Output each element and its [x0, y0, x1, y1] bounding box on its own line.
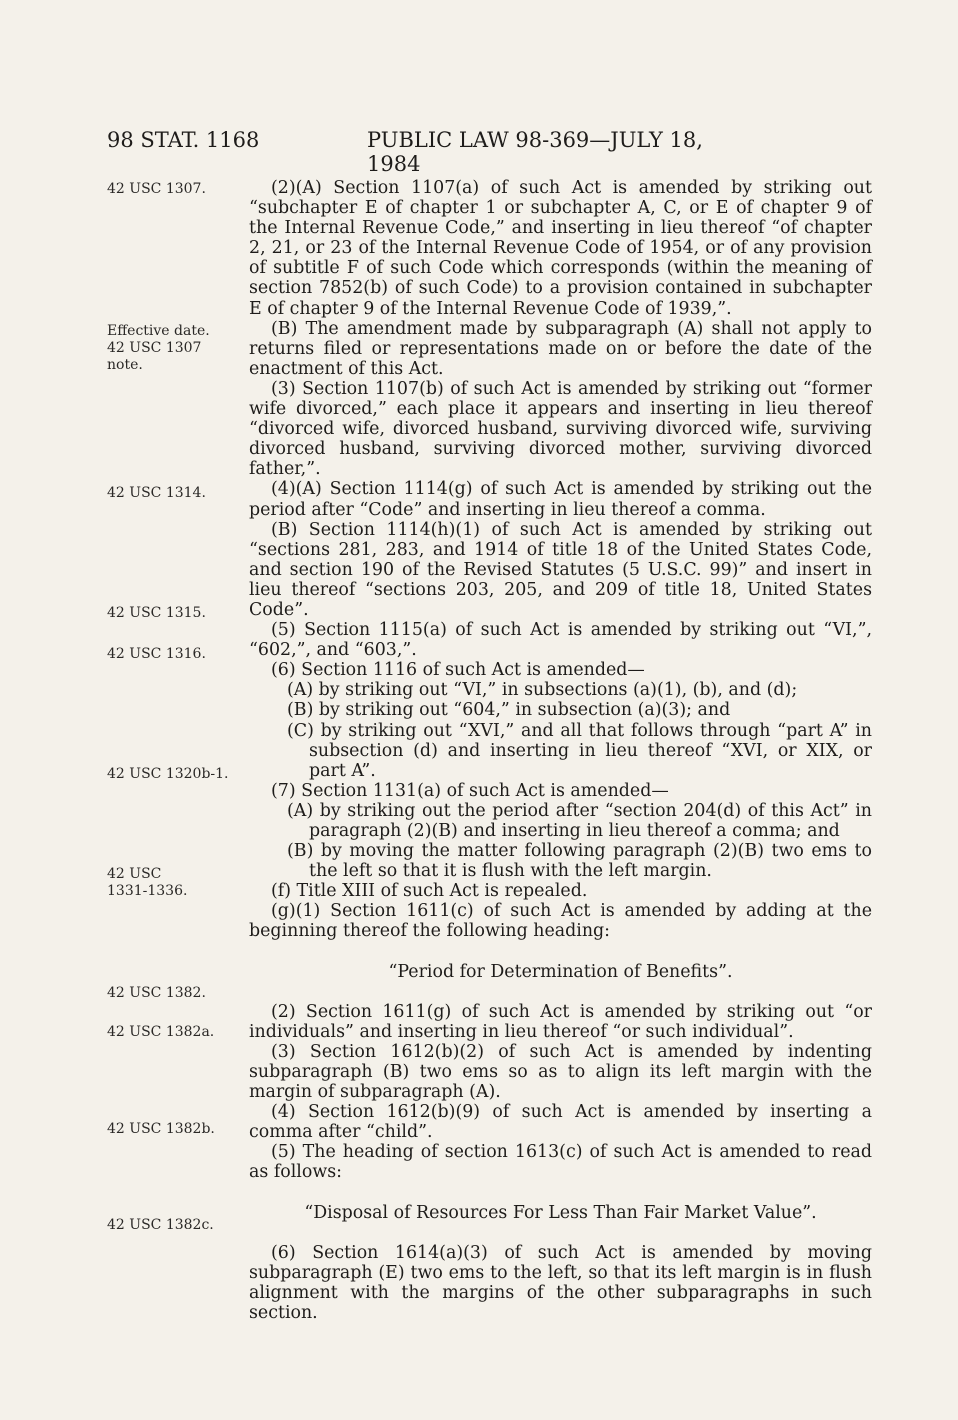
margin-note-line: 42 USC 1320b-1. — [107, 766, 229, 782]
subparagraph: (C) by striking out “XVI,” and all that follows through “part A” in subsection (d) and inserting in lieu thereof “XVI, or XIX, or part A”. — [287, 720, 872, 781]
statute-text — [249, 178, 872, 1323]
margin-note-line: 42 USC 1382a. — [107, 1024, 215, 1040]
paragraph: (5) Section 1115(a) of such Act is amended by striking out “VI,”, “602,”, and “603,”. — [249, 620, 872, 661]
paragraph: (4) Section 1612(b)(9) of such Act is amended by inserting a comma after “child”. — [249, 1102, 872, 1143]
margin-note — [107, 646, 237, 663]
paragraph: (2) Section 1611(g) of such Act is amended by striking out “or individuals” and inserting in lieu thereof “or such individual”. — [249, 1001, 872, 1042]
stat-page-number: 98 STAT. 1168 — [107, 128, 260, 152]
margin-note — [107, 485, 237, 502]
law-title: PUBLIC LAW 98-369—JULY 18, 1984 — [367, 128, 703, 176]
paragraph: (f) Title XIII of such Act is repealed. — [271, 881, 588, 902]
margin-note-line: 42 USC 1307. — [107, 181, 206, 197]
margin-note-line: 1331-1336. — [107, 883, 188, 899]
margin-note-line: 42 USC 1382. — [107, 985, 206, 1001]
section-heading: “Period for Determination of Benefits”. — [388, 961, 733, 982]
paragraph: (3) Section 1612(b)(2) of such Act is amended by indenting subparagraph (B) two ems so as to align its left margin with the margin of subparagraph (A). — [249, 1041, 872, 1103]
margin-note — [107, 1024, 237, 1041]
subparagraph: (A) by striking out “VI,” in subsections (a)(1), (b), and (d); — [287, 680, 798, 701]
paragraph: (6) Section 1116 of such Act is amended— — [271, 660, 645, 681]
margin-note-line: note. — [107, 357, 143, 373]
margin-note-line: 42 USC 1307 — [107, 340, 202, 356]
paragraph: (4)(A) Section 1114(g) of such Act is amended by striking out the period after “Code” and inserting in lieu thereof a comma. — [249, 479, 872, 520]
margin-note — [107, 181, 237, 198]
margin-note-line: 42 USC — [107, 866, 162, 882]
paragraph: (2)(A) Section 1107(a) of such Act is amended by striking out “subchapter E of chapter 1 or subchapter A, C, or E of chapter 9 of the Internal Revenue Code,” and inserting in lieu thereof “of chapter 2, 21, or 23 of the Internal Revenue Code of 1954, or of any provision of subtitle F of such Code which corresponds (within the meaning of section 7852(b) of such Code) to a provision contained in subchapter E of chapter 9 of the Internal Revenue Code of 1939,”. — [249, 178, 872, 319]
page-header — [107, 128, 757, 176]
margin-note — [107, 866, 237, 900]
paragraph: (7) Section 1131(a) of such Act is amended— — [271, 780, 669, 801]
paragraph: (g)(1) Section 1611(c) of such Act is amended by adding at the beginning thereof the following heading: — [249, 901, 872, 942]
margin-note — [107, 323, 237, 374]
paragraph: (6) Section 1614(a)(3) of such Act is amended by moving subparagraph (E) two ems to the left, so that its left margin is in flush alignment with the margins of the other subparagraphs in such section. — [249, 1242, 872, 1323]
margin-note — [107, 985, 237, 1002]
margin-note-line: 42 USC 1315. — [107, 605, 206, 621]
margin-note-line: 42 USC 1316. — [107, 646, 206, 662]
margin-note — [107, 605, 237, 622]
subparagraph: (B) by moving the matter following paragraph (2)(B) two ems to the left so that it is flush with the left margin. — [287, 841, 872, 882]
paragraph: (3) Section 1107(b) of such Act is amended by striking out “former wife divorced,” each place it appears and inserting in lieu thereof “divorced wife, divorced husband, surviving divorced wife, surviving divorced husband, surviving divorced mother, surviving divorced father,”. — [249, 378, 872, 480]
paragraph: (B) The amendment made by subparagraph (A) shall not apply to returns filed or representations made on or before the date of the enactment of this Act. — [249, 318, 872, 379]
paragraph: (5) The heading of section 1613(c) of such Act is amended to read as follows: — [249, 1142, 872, 1183]
margin-note-line: 42 USC 1382c. — [107, 1217, 214, 1233]
margin-note — [107, 1121, 237, 1138]
paragraph: (B) Section 1114(h)(1) of such Act is amended by striking out “sections 281, 283, and 1914 of title 18 of the United States Code, and section 190 of the Revised Statutes (5 U.S.C. 99)” and insert in lieu thereof “sections 203, 205, and 209 of title 18, United States Code”. — [249, 519, 872, 620]
subparagraph: (B) by striking out “604,” in subsection (a)(3); and — [287, 700, 731, 721]
margin-note — [107, 766, 237, 783]
subparagraph: (A) by striking out the period after “section 204(d) of this Act” in paragraph (2)(B) and inserting in lieu thereof a comma; and — [287, 800, 872, 841]
margin-note-line: 42 USC 1314. — [107, 485, 206, 501]
margin-note-line: 42 USC 1382b. — [107, 1121, 215, 1137]
margin-note — [107, 1217, 237, 1234]
section-heading: “Disposal of Resources For Less Than Fair Market Value”. — [304, 1202, 817, 1223]
margin-note-line: Effective date. — [107, 323, 210, 339]
